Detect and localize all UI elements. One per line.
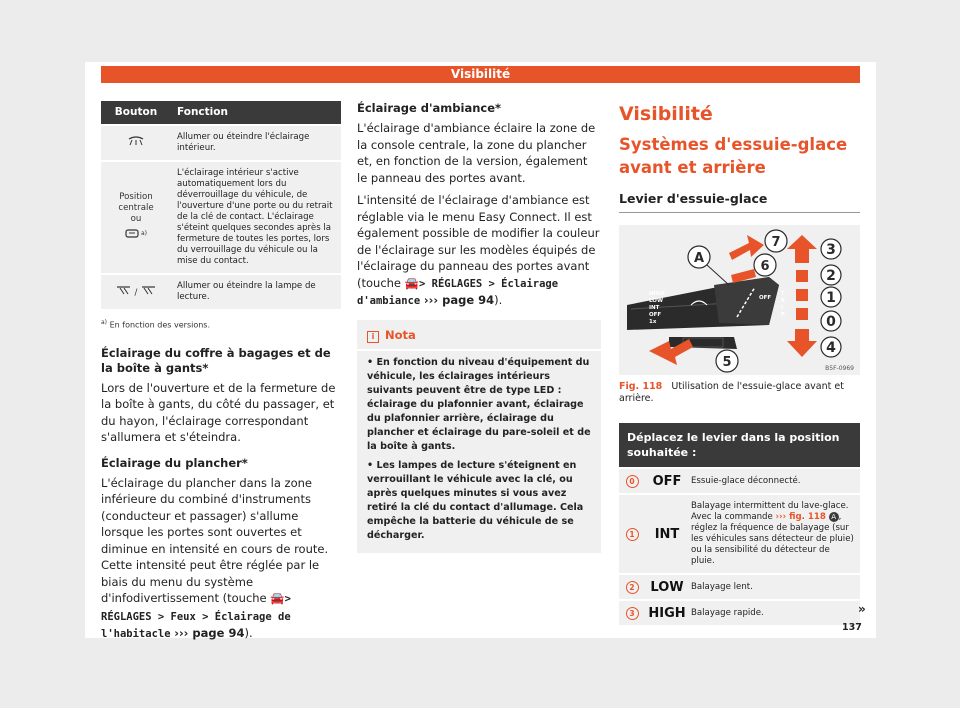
arrow-4 [787,329,817,357]
position-number: 2 [626,581,639,594]
page-ref-link[interactable]: ››› page 94 [174,626,245,641]
figure-caption: Fig. 118 Utilisation de l'essuie-glace avant et arrière. [619,381,844,404]
trip-letter: R [781,298,785,304]
trip-letter: T [781,291,785,297]
callout-5: 5 [722,355,732,370]
position-symbol: OFF [652,473,682,489]
mark-2 [796,270,808,282]
table-cell-button [101,125,171,161]
continue-marker: » [858,602,866,616]
table-cell-button [101,274,171,309]
position-description: Balayage lent. [691,581,753,592]
button-position-label: Position centrale [118,192,154,214]
table-row [101,125,341,161]
position-symbol: INT [654,526,680,542]
position-description: Balayage intermittent du lave-glace. Avec la commande ››› fig. 118 A , réglez la fréquence de balayage (sur les véhicules sans détecteur de pluie) ou la sensibilité du détecteur de pluie. [691,501,854,566]
section-text-ambient-2: L'intensité de l'éclairage d'ambiance est réglable via le menu Easy Connect. Il est également possible de modifier la couleur de l'éclairage sur les modèles équipés de l'éclairage du panneau des portes avant (touche 🚘> RÉGLAGES > Éclairage d'ambiance ››› page 94). [357,193,600,307]
car-menu-icon: 🚘 [270,591,285,606]
callout-4: 4 [826,340,836,356]
wiper-lever-figure [619,225,860,375]
callout-2: 2 [826,268,836,284]
trip-letter: I [781,305,783,311]
table-cell-function: Allumer ou éteindre l'éclairage intérieur. [171,125,341,161]
reading-lamp-left-icon [116,285,132,295]
nota-item: • En fonction du niveau d'équipement du véhicule, les éclairages intérieurs suivants peuvent être de type LED : éclairage du plafonnier avant, éclairage du plafonnier arrière, éclairage du plancher et éclairage du pare-soleil et de la boîte à gants. [367,356,591,452]
subsection-heading: Levier d'essuie-glace [619,191,860,213]
callout-a-mark: A [829,512,839,522]
callout-6: 6 [760,259,770,274]
position-symbol: LOW [650,579,684,595]
table-row [619,467,860,493]
table-header-function: Fonction [171,101,341,125]
mode-label: LOW [649,298,664,304]
info-icon: i [367,331,379,343]
section-title-trunk-light: Éclairage du coffre à bagages et de la boîte à gants* [101,345,331,375]
footnote-mark: a) [140,230,148,238]
table-row [619,493,860,573]
arrow-3 [787,235,817,263]
section-text-floor-light: L'éclairage du plancher dans la zone inférieure du combiné d'instruments (conducteur et passager) s'allume lorsque les portes sont ouvertes et diminue en intensité en cours de route. Cette intensité peut être réglée par le biais du menu du système d'infodivertissement (touche 🚘> RÉGLAGES > Feux > Éclairage de l'habitacle ››› page 94). [101,475,329,641]
column-right [619,101,860,625]
positions-table-title: Déplacez le levier dans la position souhaitée : [619,423,860,467]
table-footnote: $^{a)}$ En fonction des versions. [101,319,211,330]
mode-label: 1x [649,319,657,325]
section-text-ambient-1: L'éclairage d'ambiance éclaire la zone de la console centrale, la zone du plancher et, en fonction de la version, également le panneau des portes avant. [357,121,596,185]
figure-ref-link[interactable]: ››› fig. 118 [775,512,826,522]
wiper-positions-table [619,423,860,625]
section-text-trunk-light: Lors de l'ouverture et de la fermeture de la boîte à gants, du côté du passager, et du hayon, l'éclairage correspondant s'allumera et s'éteindra. [101,380,336,445]
table-row [619,599,860,625]
position-number: 3 [626,607,639,620]
table-row [101,161,341,274]
table-header-button: Bouton [101,101,171,125]
column-left [101,101,341,649]
callout-3: 3 [826,242,836,258]
menu-path-ambient: > RÉGLAGES > Éclairage d'ambiance [357,277,559,307]
mark-0 [796,308,808,320]
callout-7: 7 [771,235,781,250]
lever-knob [714,277,779,325]
table-row [619,573,860,599]
page-header: Visibilité [101,66,860,83]
section-heading: Systèmes d'essuie-glace avant et arrière [619,135,848,177]
table-cell-function: Allumer ou éteindre la lampe de lecture. [171,274,341,309]
trip-letter: P [781,312,785,318]
button-slash: / [134,288,138,298]
position-number: 0 [626,475,639,488]
door-contact-light-icon [125,229,141,239]
reading-lamp-right-icon [140,285,156,295]
menu-path-floor: > RÉGLAGES > Feux > Éclairage de l'habitacle [101,593,291,641]
mark-1 [796,289,808,301]
nota-box [357,320,601,553]
figure-code: B5F-0969 [825,365,854,372]
position-description: Balayage rapide. [691,607,764,618]
button-function-table [101,101,341,309]
callout-1: 1 [826,290,836,306]
column-middle [357,101,601,553]
chapter-title: Visibilité [619,103,713,125]
position-number: 1 [626,528,639,541]
interior-light-icon [127,136,145,146]
page-number: 137 [842,622,862,633]
knob-off-label: OFF [759,295,772,301]
mode-label: INT [649,305,660,311]
mode-label: OFF [649,312,662,318]
nota-item: • Les lampes de lecture s'éteignent en verrouillant le véhicule avec la clé, ou après quelques minutes si vous avez retiré la clé du contact d'allumage. Cela empêche la batterie du véhicule de se décharger. [367,459,584,541]
table-row [101,274,341,309]
callout-a: A [693,251,705,266]
section-title-ambient: Éclairage d'ambiance* [357,101,502,115]
callout-0: 0 [826,314,836,330]
table-cell-function: L'éclairage intérieur s'active automatiquement lors du déverrouillage du véhicule, de l'ouverture d'une porte ou du retrait de la clé de contact. L'éclairage s'éteint quelques secondes après la fermeture de toutes les portes, lors du verrouillage du véhicule ou la mise du contact. [171,161,341,274]
car-menu-icon: 🚘 [404,275,419,290]
page-ref-link[interactable]: ››› page 94 [423,293,495,307]
nota-header: i Nota [357,320,601,351]
mode-label: HIGH [649,291,665,297]
section-title-floor-light: Éclairage du plancher* [101,455,248,470]
position-symbol: HIGH [648,605,686,621]
wiper-lever-illustration [619,225,860,375]
table-cell-button [101,161,171,274]
position-description: Essuie-glace déconnecté. [691,475,801,486]
button-or-label: ou [130,214,142,225]
